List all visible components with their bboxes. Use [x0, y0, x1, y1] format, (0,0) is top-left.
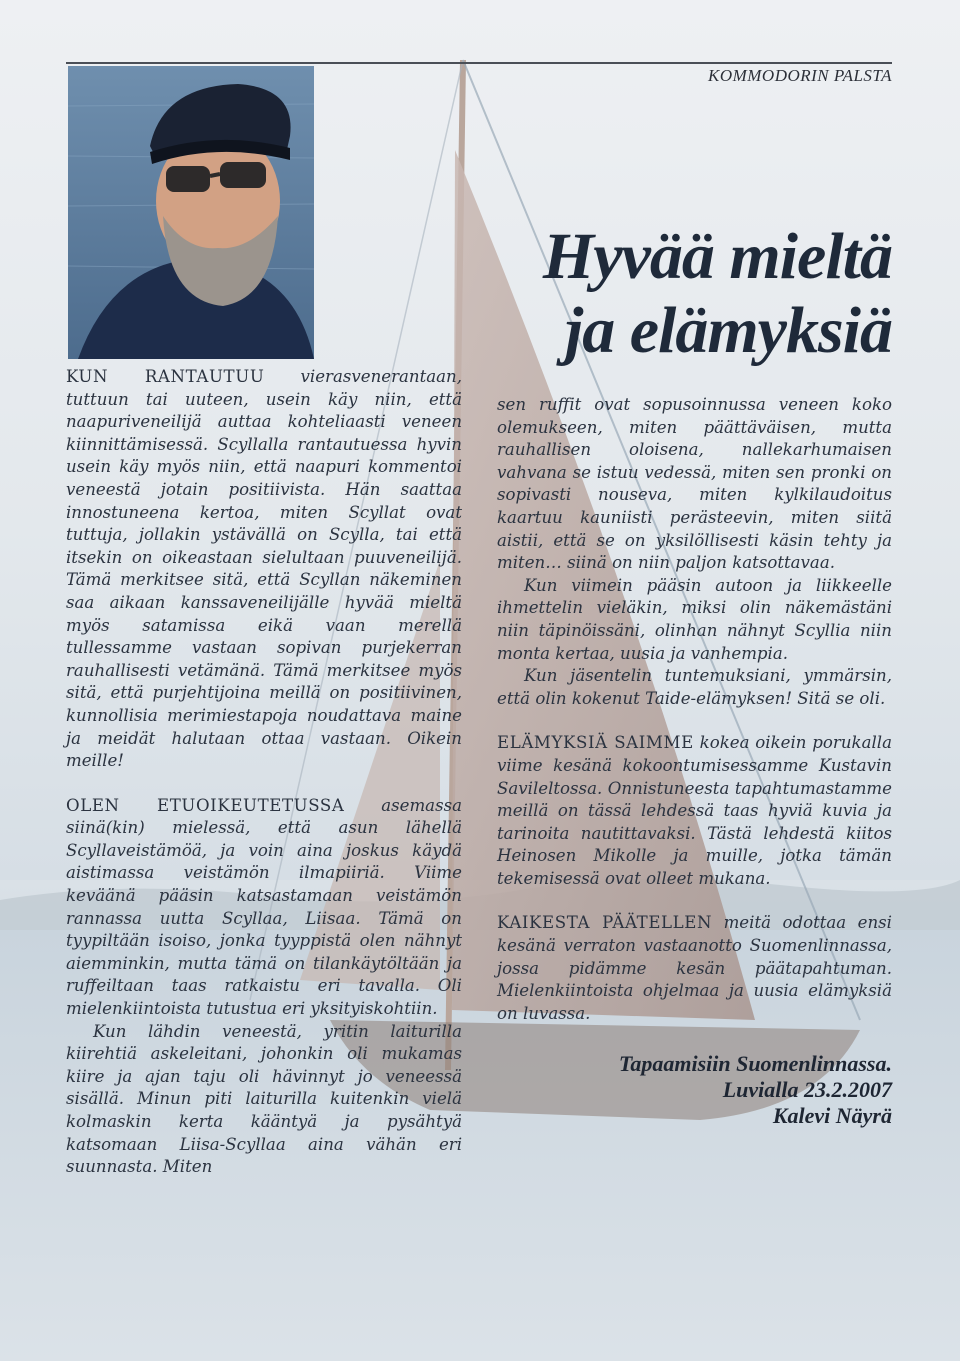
paragraph-lead: KAIKESTA PÄÄTELLEN: [497, 913, 713, 933]
header-rule: [66, 62, 892, 64]
paragraph: [497, 732, 892, 890]
signature-greeting: Tapaamisiin Suomenlinnassa.: [618, 1051, 892, 1077]
section-title: KOMMODORIN PALSTA: [707, 66, 892, 85]
paragraph-text: vierasvenerantaan, tuttuun tai uuteen, usein käy niin, että naapuriveneilijä auttaa kohteliaasti veneen kiinnittämisessä. Scyllalla rantautuessa hyvin usein käy myös niin, että naapuri kommentoi veneestä jotain positiivista. Hän saattaa innostuneena kertoa, miten Scyllat ovat tuttuja, jollakin ystävällä on Scylla, tai että itsekin on oikeastaan sielultaan puuveneilijä. Tämä merkitsee sitä, että Scyllan näkeminen saa aikaan kanssaveneilijälle hyvää mieltä myös satamissa eikä vaan merellä tullessamme vastaan sopivan purjekerran rauhallisesti vetämänä. Tämä merkitsee myös sitä, että purjehtijoina meillä on positiivinen, kunnollisia merimiestapoja noudattava maine ja meidät halutaan ottaa vastaan. Oikein meille!: [66, 367, 463, 771]
author-portrait-photo: [68, 66, 314, 359]
right-column: [497, 394, 892, 1129]
paragraph-text: meitä odottaa ensi kesänä verraton vastaanotto Suomenlinnassa, jossa pidämme kesän päätapahtuman. Mielenkiintoista ohjelmaa ja uusia elämyksiä on luvassa.: [497, 913, 892, 1023]
paragraph: sen ruffit ovat sopusoinnussa veneen koko olemukseen, miten päättäväisen, mutta rauhallisen oloisena, nallekarhumaisen vahvana se istuu vedessä, miten sen pronki on sopivasti nouseva, miten kylkilaudoitus kaartuu kauniisti perästeevin, miten siitä aistii, että se on yksilöllisesti käsin tehty ja miten… siinä on niin paljon katsottavaa.: [497, 395, 892, 573]
paragraph: [66, 366, 462, 773]
paragraph-lead: ELÄMYKSIÄ SAIMME: [497, 733, 694, 753]
headline-line-2: ja elämyksiä: [564, 294, 892, 367]
paragraph-text: kokea oikein porukalla viime kesänä kokoontumisessamme Kustavin Savileltossa. Onnistuneesta tapahtumastamme meillä on tässä lehdessä taas hyviä kuvia ja tarinoita nautittavaksi. Tästä lehdestä kiitos Heinosen Mikolle ja muille, jotka tämän tekemisessä ovat olleet mukana.: [497, 733, 892, 888]
signature-author: Kalevi Näyrä: [772, 1103, 892, 1129]
paragraph: Kun viimein pääsin autoon ja liikkeelle ihmettelin vieläkin, miksi olin näkemästäni niin täpinöissäni, olinhan nähnyt Scyllia niin monta kertaa, uusia ja vanhempia.: [497, 575, 892, 663]
paragraph-lead: KUN RANTAUTUU: [66, 367, 265, 386]
article-headline: [480, 220, 892, 368]
paragraph-text: asemassa siinä(kin) mielessä, että asun lähellä Scyllaveistämöä, ja voin aina joskus käydä aistimassa veistämön ilmapiiriä. Viime keväänä pääsin katsastamaan veistämön rannassa uutta Scyllaa, Liisaa. Tämä on tyypiltään isoiso, jonka tyyppistä olen nähnyt aiemminkin, mutta tämä on tilankäytöltään ja ruffeiltaan taas ratkaistu eri tavalla. Oli mielenkiintoista tutustua eri yksityiskohtiin.: [66, 795, 463, 1019]
paragraph: [66, 795, 462, 1021]
signature-place-date: Luvialla 23.2.2007: [722, 1077, 892, 1103]
headline-line-1: Hyvää mieltä: [542, 220, 892, 293]
left-column: [66, 366, 462, 1179]
paragraph: [497, 912, 892, 1025]
paragraph-lead: OLEN ETUOIKEUTETUSSA: [66, 795, 345, 815]
paragraph: Kun lähdin veneestä, yritin laiturilla kiirehtiä askeleitani, johonkin oli mukamas kiire ja ajan taju oli hävinnyt jo veneessä sisällä. Minun piti laiturilla kuitenkin vielä kolmaskin kerta kääntyä ja pysähtyä katsomaan Liisa-Scyllaa aina vähän eri suunnasta. Miten: [66, 1021, 462, 1177]
signature-block: [497, 1051, 892, 1129]
paragraph: Kun jäsentelin tuntemuksiani, ymmärsin, että olin kokenut Taide-elämyksen! Sitä se oli.: [497, 666, 892, 708]
